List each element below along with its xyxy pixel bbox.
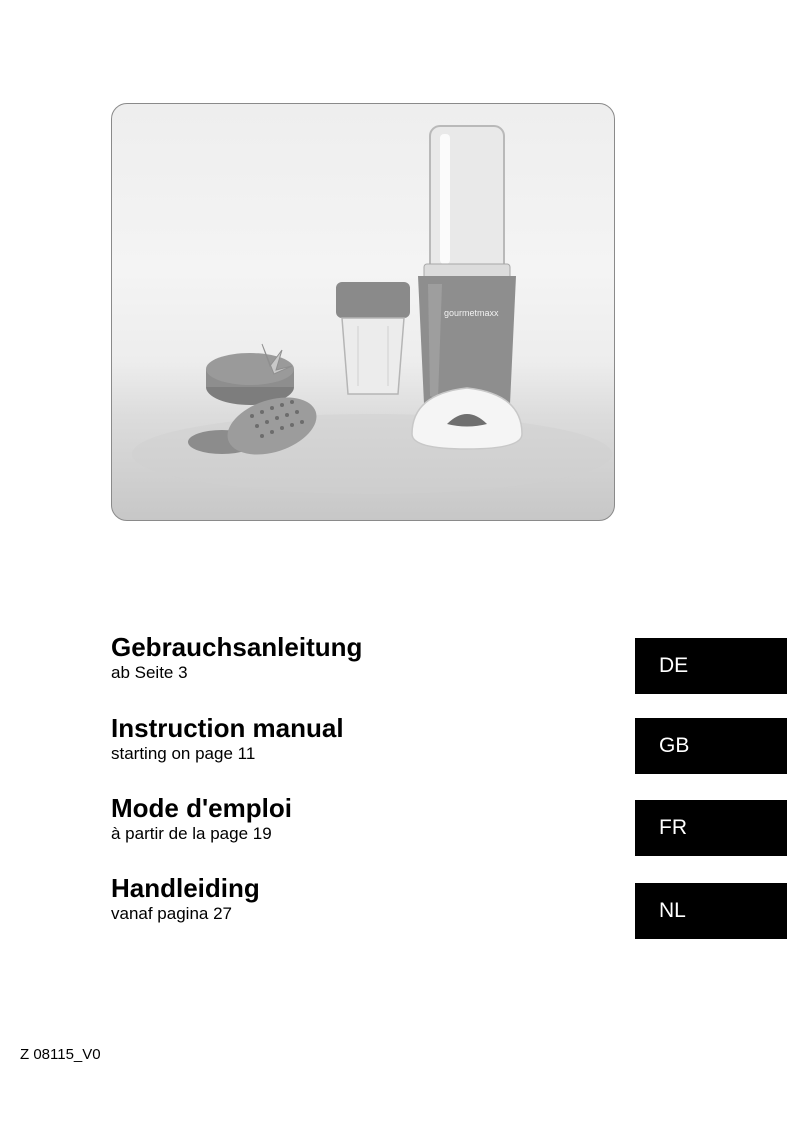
small-cup: [342, 318, 404, 394]
language-tab-gb[interactable]: GB: [635, 718, 787, 774]
product-photo: [111, 103, 615, 521]
manual-entry-de: [111, 632, 362, 684]
blender-illustration: [112, 104, 614, 520]
language-tab-fr[interactable]: FR: [635, 800, 787, 856]
language-tab-nl[interactable]: NL: [635, 883, 787, 939]
manual-title: Mode d'emploi: [111, 793, 292, 823]
manual-subtitle: ab Seite 3: [111, 663, 188, 682]
manual-entry-gb: [111, 713, 344, 765]
manual-subtitle: starting on page 11: [111, 744, 256, 763]
manual-subtitle: vanaf pagina 27: [111, 904, 232, 923]
manual-title: Handleiding: [111, 873, 260, 903]
language-tab-de[interactable]: DE: [635, 638, 787, 694]
manual-subtitle: à partir de la page 19: [111, 824, 272, 843]
manual-entry-fr: [111, 793, 292, 845]
small-cup-lid: [336, 282, 410, 318]
manual-title: Instruction manual: [111, 713, 344, 743]
brand-logo: gourmetmaxx: [444, 308, 499, 318]
manual-title: Gebrauchsanleitung: [111, 632, 363, 662]
manual-entry-nl: [111, 873, 260, 925]
document-code: Z 08115_V0: [20, 1046, 101, 1063]
